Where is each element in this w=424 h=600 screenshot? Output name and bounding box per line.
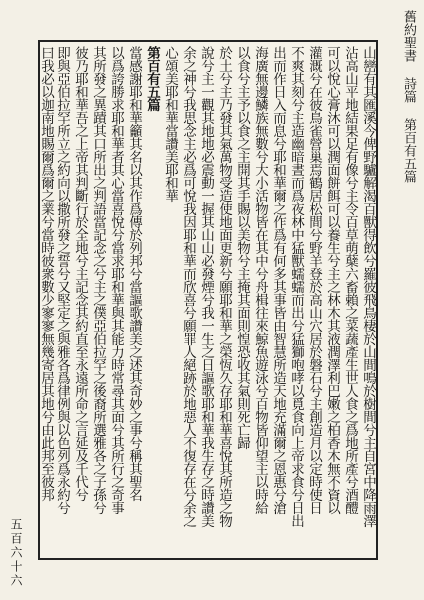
chapter-heading: 第百有五篇	[144, 46, 160, 111]
text-column: 以食兮主予以食之主開其手賜以美物兮主掩其面則惶恐收其氣則死亡歸	[234, 46, 250, 449]
text-column: 沾高山平地結果足有像兮主令百草萌蘖六畜賴之菜蔬產生世人食之爲地所產兮酒醴	[342, 46, 358, 514]
section-title: 詩篇	[401, 77, 416, 103]
text-frame	[38, 40, 378, 560]
page-number: 五百六十六	[9, 518, 23, 588]
text-column: 彼乃耶和華吾之上帝其判斷行於全地兮主記念其約直至永遠所命之言延及千代兮	[72, 46, 88, 501]
book-title: 舊約聖書	[401, 10, 416, 62]
text-column: 灌溉兮在彼鳥雀營巢焉鶴居松間兮野羊登於高山穴居於磐石兮主創造月以定時使日	[306, 46, 322, 514]
text-column: 出而作日入而息兮耶和華爾之作爲有何多其事皆由智慧所造天地充滿爾之恩惠兮滄	[270, 46, 286, 514]
text-column: 可以悅心膏沐可以潤面餅餌可以養生兮主之林木其液潤澤利巴嫩之柏香木無不資以	[324, 46, 340, 514]
text-column: 山巒有其匯溪今俾野驢解渴百獸得飲兮羅彼飛鳥棲於山間鳴於樹間兮主自宮中降雨澤	[360, 46, 376, 527]
text-column: 其所發之異蹟其口所出之判語當記念之兮主之僕亞伯拉罕之後裔所選雅各之子孫兮	[90, 46, 106, 514]
text-column: 曰我必以迦南地賜爾爲爾之業兮當時彼衆數少寥寥無幾寄居其地兮由此邦至彼邦	[38, 46, 54, 501]
text-column: 不爽其刻兮主造幽暗晝而爲夜林中猛獸蠕蠕而出兮猛獅咆哮以覓食向上帝求食兮日出	[288, 46, 304, 527]
text-column: 當感謝耶和華籲其名以其作爲傳於列邦兮當謳歌讚美之述其奇妙之事兮稱其聖名	[126, 46, 142, 501]
text-column: 心頌美耶和華當讚美耶和華	[162, 46, 178, 202]
text-column: 即與亞伯拉罕所立之約向以撒所發之誓兮又堅定之與雅各爲律例與以色列爲永約兮	[54, 46, 70, 514]
text-column: 以爲誇勝求耶和華者其心當喜悅兮當求耶和華與其能力時常尋其面兮其所行之奇事	[108, 46, 124, 514]
chapter-title: 第百有五篇	[401, 118, 416, 183]
page-header	[399, 10, 418, 183]
text-column: 說兮主一觀其地地必震動一握其山山必發煙兮我一生之日謳歌耶和華我生存之時讚美	[198, 46, 214, 527]
text-column: 於土兮主乃發其氣萬物受造使地面更新兮願耶和華之榮恆久存耶和華喜悅其所造之物	[216, 46, 232, 527]
text-column: 余之神兮我思念主必爲可悅我因耶和華而欣喜兮願罪人絕跡於地惡人不復存在兮余之	[180, 46, 196, 527]
text-column: 海廣無邊鱗族無數兮大小活物皆在其中兮舟楫往來鯨魚遊泳兮百物皆仰望主以時給	[252, 46, 268, 514]
